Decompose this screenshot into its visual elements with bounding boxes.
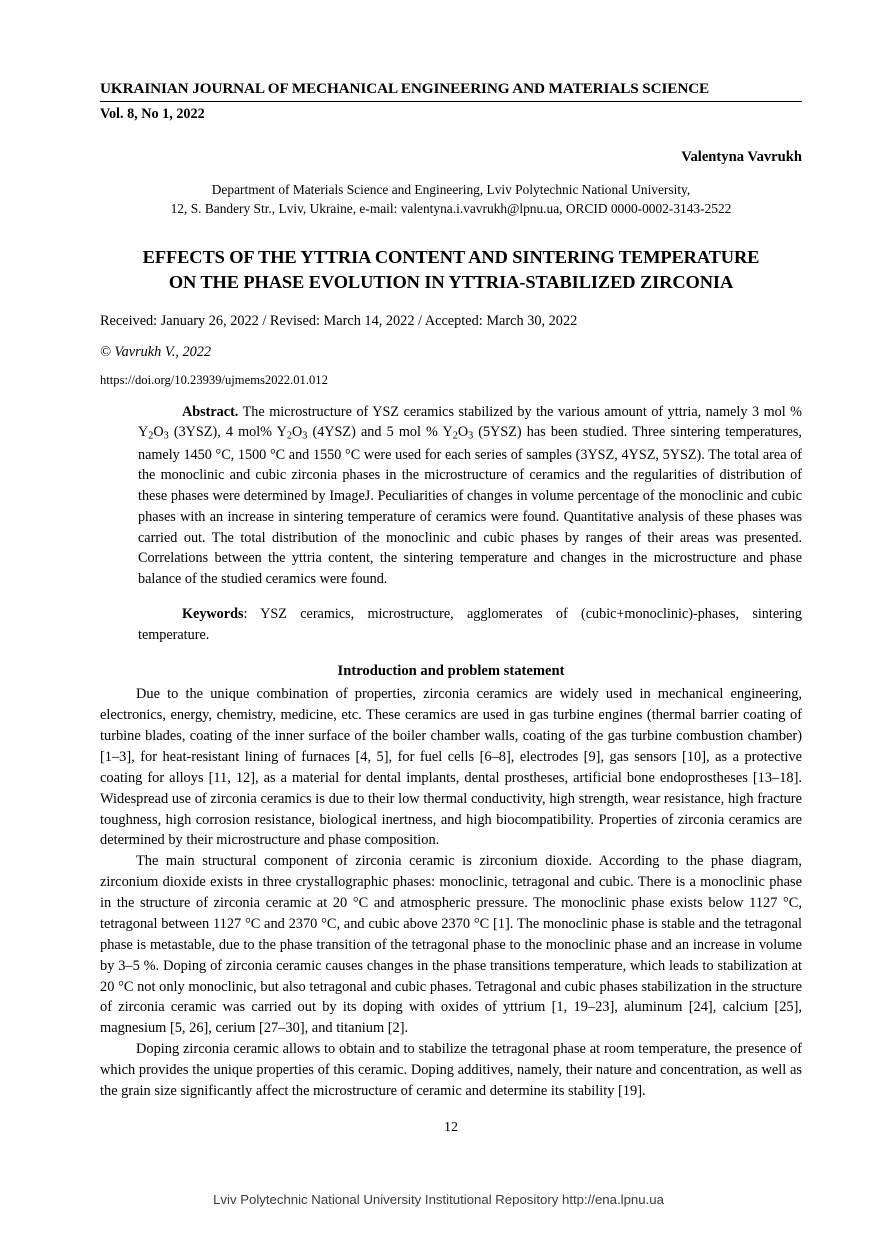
keywords-label: Keywords	[182, 605, 244, 622]
affiliation-line-1: Department of Materials Science and Engineering, Lviv Polytechnic National University,	[211, 182, 691, 197]
journal-title: UKRAINIAN JOURNAL OF MECHANICAL ENGINEERING AND MATERIALS SCIENCE	[100, 80, 710, 97]
repository-footer: Lviv Polytechnic National University Institutional Repository http://ena.lpnu.ua	[213, 1192, 664, 1207]
abstract-text-2: O	[153, 424, 164, 441]
abstract-sub-f: 3	[468, 430, 474, 442]
abstract-sub-c: 2	[286, 430, 292, 442]
abstract-text-3: (3YSZ), 4 mol% Y	[168, 424, 287, 441]
keywords-text: : YSZ ceramics, microstructure, agglomerates of (cubic+monoclinic)-phases, sintering temperature.	[138, 605, 802, 643]
abstract-text-5: (4YSZ) and 5 mol % Y	[307, 424, 453, 441]
abstract-sub-a: 2	[148, 430, 154, 442]
author-name: Valentyna Vavrukh	[681, 149, 802, 165]
doi-link[interactable]: https://doi.org/10.23939/ujmems2022.01.012	[100, 372, 328, 387]
body-paragraph-2: The main structural component of zirconia ceramic is zirconium dioxide. According to the phase diagram, zirconium dioxide exists in three crystallographic phases: monoclinic, tetragonal and cubic. There is a monoclinic phase in the structure of zirconia ceramic at 20 °C and atmospheric pressure. The monoclinic phase exists below 1127 °C, tetragonal between 1127 °C and 2370 °C, and cubic above 2370 °C [1]. The monoclinic phase is stable and the tetragonal phase is metastable, due to the phase transition of the tetragonal phase to the monoclinic phase and an increase in volume by 3–5 %. Doping of zirconia ceramic causes changes in the phase transitions temperature, which leads to stabilization at 20 °C not only monoclinic, but also tetragonal and cubic phases. Tetragonal and cubic phases stabilization in the structure of zirconia ceramic was carried out by its doping with oxides of yttrium [1, 19–23], aluminum [24], calcium [25], magnesium [5, 26], cerium [27–30], and titanium [2].	[100, 853, 802, 1037]
section-heading-introduction: Introduction and problem statement	[337, 663, 565, 680]
body-paragraph-3: Doping zirconia ceramic allows to obtain and to stabilize the tetragonal phase at room temperature, the presence of which provides the unique properties of this ceramic. Doping additives, namely, their nature and concentration, as well as the grain size significantly affect the microstructure of ceramic and determine its stability [19].	[100, 1041, 802, 1099]
page-number: 12	[444, 1119, 458, 1135]
header-divider	[100, 101, 802, 102]
abstract-sub-e: 2	[452, 430, 458, 442]
abstract-label: Abstract.	[182, 403, 239, 420]
volume-line: Vol. 8, No 1, 2022	[100, 106, 205, 122]
keywords-paragraph	[138, 604, 802, 645]
abstract-text-6: O	[457, 424, 469, 441]
abstract-sub-b: 3	[163, 430, 169, 442]
author-affiliation	[128, 180, 774, 219]
abstract-text-4: O	[291, 424, 303, 441]
affiliation-line-2: 12, S. Bandery Str., Lviv, Ukraine, e-mail: valentyna.i.vavrukh@lpnu.ua, ORCID 0000-0002-3143-2522	[170, 201, 732, 217]
submission-dates: Received: January 26, 2022 / Revised: March 14, 2022 / Accepted: March 30, 2022	[100, 312, 578, 329]
body-paragraph-1: Due to the unique combination of properties, zirconia ceramics are widely used in mechanical engineering, electronics, energy, chemistry, medicine, etc. These ceramics are used in gas turbine engines (thermal barrier coating of turbine blades, coating of the inner surface of the boiler chamber walls, coating of the gas turbine combustion chamber) [1–3], for heat-resistant lining of furnaces [4, 5], for fuel cells [6–8], electrodes [9], gas sensors [10], as a protective coating for alloys [11, 12], as a material for dental implants, dental prostheses, artificial bone endoprostheses [13–18]. Widespread use of zirconia ceramics is due to their low thermal conductivity, high strength, wear resistance, high fracture toughness, high corrosion resistance, biological inertness, and high biocompatibility. Properties of zirconia ceramics are determined by their microstructure and phase composition.	[100, 686, 802, 849]
abstract-paragraph	[138, 402, 802, 590]
abstract-text-7: (5YSZ) has been studied. Three sintering temperatures, namely 1450 °C, 1500 °C and 1550 °C were used for each series of samples (3YSZ, 4YSZ, 5YSZ). The total area of the monoclinic and cubic zirconia phases in the microstructure of ceramics and the regularities of distribution of these phases were determined by ImageJ. Peculiarities of changes in volume percentage of the monoclinic and cubic phases with an increase in sintering temperature of ceramics were found. Quantitative analysis of these phases was carried out. The total distribution of the monoclinic and cubic phases by ranges of their areas was presented. Correlations between the yttria content, the sintering temperature and changes in the microstructure and phase balance of the studied ceramics were found.	[138, 424, 802, 588]
page-title	[100, 245, 802, 295]
title-line-2: ON THE PHASE EVOLUTION IN YTTRIA-STABILIZED ZIRCONIA	[168, 271, 734, 292]
title-line-1: EFFECTS OF THE YTTRIA CONTENT AND SINTERING TEMPERATURE	[142, 246, 760, 267]
abstract-text-1: The microstructure of YSZ ceramics stabilized by the various amount of yttria, namely 3 mol % Y	[138, 403, 802, 441]
abstract-sub-d: 3	[302, 430, 308, 442]
copyright-line: © Vavrukh V., 2022	[100, 343, 212, 360]
